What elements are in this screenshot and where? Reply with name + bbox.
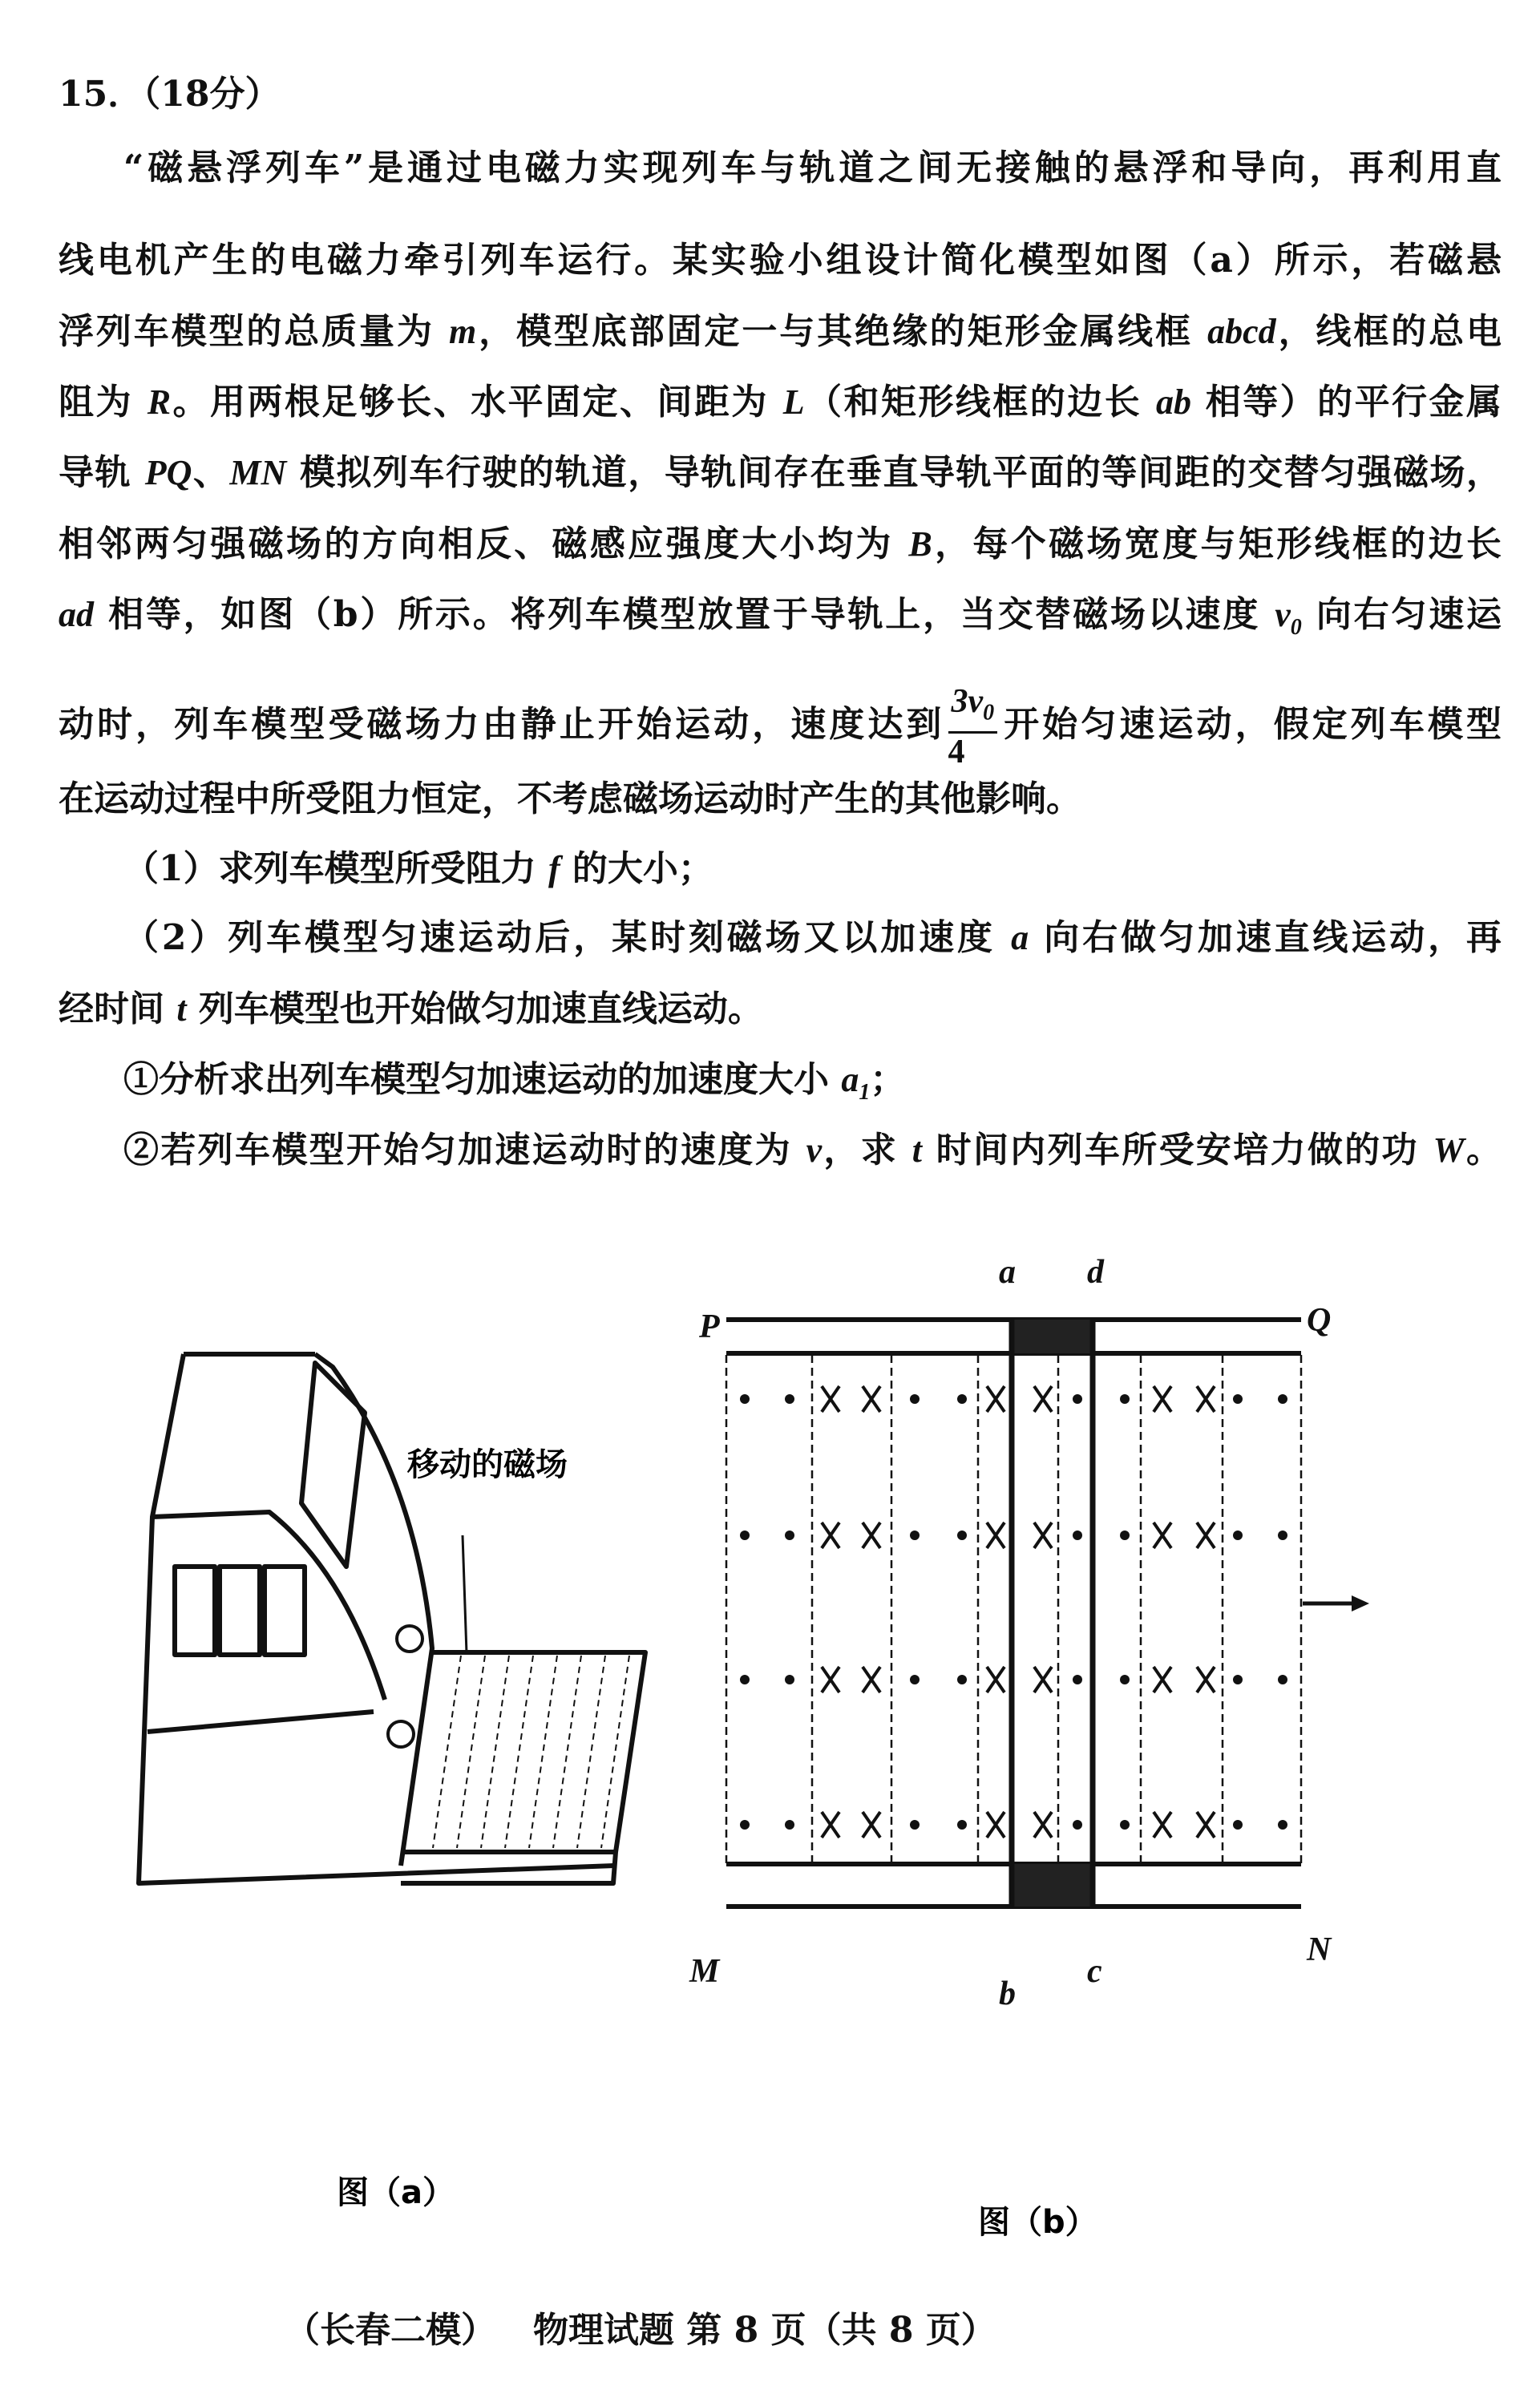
- field-out-dot-icon: [785, 1675, 794, 1684]
- label-M: M: [689, 1953, 720, 1990]
- field-in-cross-icon: [1197, 1667, 1215, 1692]
- field-out-dot-icon: [910, 1820, 920, 1830]
- field-out-dot-icon: [740, 1820, 750, 1830]
- page-footer: （长春二模） 物理试题 第 8 页（共 8 页）: [285, 2310, 996, 2351]
- field-out-dot-icon: [1073, 1531, 1082, 1540]
- segment-text: v: [806, 1130, 823, 1170]
- segment-text: 的大小；: [560, 848, 713, 889]
- field-in-cross-icon: [987, 1667, 1004, 1692]
- field-out-dot-icon: [785, 1531, 794, 1540]
- field-in-cross-icon: [1154, 1667, 1171, 1692]
- segment-text: W: [1433, 1130, 1465, 1170]
- segment-text: MN: [229, 453, 287, 492]
- field-out-dot-icon: [1233, 1675, 1243, 1684]
- segment-text: 向右做匀加速直线运动，再: [1029, 917, 1502, 958]
- field-out-dot-icon: [1073, 1820, 1082, 1830]
- numerator-subscript: 0: [983, 700, 995, 726]
- field-in-cross-icon: [1154, 1812, 1171, 1838]
- field-out-dot-icon: [740, 1675, 750, 1684]
- segment-text: 阻为: [59, 382, 148, 423]
- field-out-dot-icon: [910, 1531, 920, 1540]
- segment-text: ad: [59, 595, 94, 634]
- field-in-cross-icon: [863, 1667, 880, 1692]
- field-out-dot-icon: [1233, 1531, 1243, 1540]
- coil-abcd: [1012, 1320, 1093, 1907]
- train-window-3: [265, 1567, 305, 1655]
- label-P: P: [699, 1308, 720, 1345]
- train-body-outline: [139, 1354, 613, 1883]
- segment-text: 。用两根足够长、水平固定、间距为: [171, 382, 783, 423]
- field-in-cross-icon: [822, 1522, 839, 1548]
- train-front-window: [301, 1363, 365, 1567]
- segment-text: B: [908, 524, 932, 564]
- field-out-dot-icon: [740, 1531, 750, 1540]
- label-Q: Q: [1307, 1302, 1332, 1339]
- train-lower-line: [148, 1712, 374, 1732]
- label-c: c: [1087, 1953, 1102, 1990]
- segment-text: 线电机产生的电磁力牵引列车运行。某实验小组设计简化模型如图（a）所示，若磁悬: [59, 240, 1502, 281]
- field-in-cross-icon: [822, 1667, 839, 1692]
- field-in-cross-icon: [987, 1522, 1004, 1548]
- train-window-2: [220, 1567, 260, 1655]
- segment-text: 15．（18分）: [59, 74, 281, 115]
- segment-text: f: [548, 849, 560, 888]
- field-in-cross-icon: [1034, 1522, 1052, 1548]
- field-out-dot-icon: [1278, 1531, 1287, 1540]
- field-out-dot-icon: [1120, 1675, 1130, 1684]
- segment-text: PQ: [144, 453, 192, 492]
- field-out-dot-icon: [957, 1675, 967, 1684]
- segment-text: 动时，列车模型受磁场力由静止开始运动，速度达到: [59, 704, 945, 746]
- label-b: b: [999, 1975, 1016, 2012]
- subscript: 1: [859, 1079, 871, 1105]
- field-out-dot-icon: [785, 1394, 794, 1404]
- field-out-dot-icon: [1120, 1394, 1130, 1404]
- field-out-dot-icon: [1278, 1675, 1287, 1684]
- field-in-cross-icon: [863, 1522, 880, 1548]
- segment-text: 相等，如图（b）所示。将列车模型放置于导轨上，当交替磁场以速度: [94, 594, 1275, 635]
- field-in-cross-icon: [987, 1812, 1004, 1838]
- segment-text: ab: [1155, 382, 1191, 422]
- segment-text: 相等）的平行金属: [1190, 382, 1502, 423]
- segment-text: ；: [870, 1059, 906, 1100]
- segment-text: 浮列车模型的总质量为: [59, 311, 450, 352]
- segment-text: abcd: [1207, 312, 1276, 351]
- train-nose: [315, 1354, 432, 1866]
- train-window-1: [175, 1567, 215, 1655]
- label-d: d: [1087, 1254, 1104, 1291]
- segment-text: 导轨: [59, 452, 145, 493]
- field-out-dot-icon: [957, 1531, 967, 1540]
- segment-text: ，模型底部固定一与其绝缘的矩形金属线框: [476, 311, 1208, 352]
- segment-text: 。: [1464, 1130, 1502, 1171]
- magnetic-track: [401, 1652, 645, 1883]
- motion-arrow-icon: [1303, 1595, 1369, 1611]
- figure-a-train: [139, 1354, 645, 1883]
- field-out-dot-icon: [957, 1820, 967, 1830]
- field-out-dot-icon: [1120, 1820, 1130, 1830]
- field-in-cross-icon: [822, 1386, 839, 1412]
- field-out-dot-icon: [957, 1394, 967, 1404]
- coil-top-segment: [1012, 1320, 1093, 1353]
- segment-text: 相邻两匀强磁场的方向相反、磁感应强度大小均为: [59, 524, 909, 564]
- segment-text: ，线框的总电: [1275, 311, 1502, 352]
- segment-text: 向右匀速运: [1301, 594, 1502, 635]
- field-out-dot-icon: [785, 1820, 794, 1830]
- segment-text: 在运动过程中所受阻力恒定，不考虑磁场运动时产生的其他影响。: [59, 778, 1081, 819]
- figure-a-caption: 图（a）: [337, 2174, 455, 2211]
- segment-text: m: [449, 312, 477, 351]
- segment-text: ①分析求出列车模型匀加速运动的加速度大小: [123, 1059, 842, 1100]
- segment-text: 、: [192, 452, 230, 493]
- segment-text: 模拟列车行驶的轨道，导轨间存在垂直导轨平面的等间距的交替匀强磁场，: [286, 452, 1502, 493]
- segment-text: v: [1275, 595, 1291, 634]
- label-N: N: [1307, 1931, 1332, 1968]
- field-in-cross-icon: [1154, 1522, 1171, 1548]
- segment-text: t: [176, 989, 187, 1029]
- field-out-dot-icon: [1233, 1394, 1243, 1404]
- field-out-dot-icon: [1073, 1394, 1082, 1404]
- segment-text: R: [147, 382, 172, 422]
- segment-text: ，每个磁场宽度与矩形线框的边长: [932, 524, 1502, 564]
- segment-text: 时间内列车所受安培力做的功: [921, 1130, 1433, 1171]
- field-in-cross-icon: [1034, 1812, 1052, 1838]
- segment-text: （和矩形线框的边长: [804, 382, 1156, 423]
- figure-b-caption: 图（b）: [978, 2204, 1097, 2241]
- field-in-cross-icon: [863, 1386, 880, 1412]
- moving-field-label: 移动的磁场: [407, 1446, 568, 1483]
- field-in-cross-icon: [822, 1812, 839, 1838]
- field-in-cross-icon: [1154, 1386, 1171, 1412]
- field-out-dot-icon: [1233, 1820, 1243, 1830]
- coil-bottom-segment: [1012, 1864, 1093, 1907]
- segment-text: ，求: [822, 1130, 912, 1171]
- field-out-dot-icon: [1278, 1820, 1287, 1830]
- field-out-dot-icon: [1278, 1394, 1287, 1404]
- segment-text: t: [911, 1130, 922, 1170]
- field-in-cross-icon: [1197, 1522, 1215, 1548]
- train-light-1: [397, 1626, 422, 1652]
- field-out-dot-icon: [910, 1675, 920, 1684]
- numerator-text: 3v: [951, 683, 984, 720]
- segment-text: （2）列车模型匀速运动后，某时刻磁场又以加速度: [123, 917, 1012, 958]
- field-out-dot-icon: [1120, 1531, 1130, 1540]
- field-in-cross-icon: [1034, 1386, 1052, 1412]
- field-in-cross-icon: [987, 1386, 1004, 1412]
- track-dashes: [433, 1656, 629, 1848]
- segment-text: （1）求列车模型所受阻力: [123, 848, 548, 889]
- field-in-cross-icon: [863, 1812, 880, 1838]
- subscript: 0: [1290, 614, 1302, 640]
- segment-text: 开始匀速运动，假定列车模型: [1000, 704, 1502, 746]
- segment-text: L: [782, 382, 805, 422]
- field-in-cross-icon: [1197, 1386, 1215, 1412]
- field-in-cross-icon: [1034, 1667, 1052, 1692]
- segment-text: a: [841, 1060, 859, 1099]
- label-leader-line: [463, 1535, 467, 1653]
- segment-text: “磁悬浮列车”是通过电磁力实现列车与轨道之间无接触的悬浮和导向，再利用直: [123, 148, 1502, 188]
- train-light-2: [388, 1721, 414, 1747]
- segment-text: a: [1011, 918, 1029, 957]
- field-out-dot-icon: [740, 1394, 750, 1404]
- field-out-dot-icon: [1073, 1675, 1082, 1684]
- fraction-denominator: 4: [948, 734, 965, 771]
- field-out-dot-icon: [910, 1394, 920, 1404]
- label-a: a: [999, 1254, 1016, 1291]
- segment-text: 经时间: [59, 989, 177, 1029]
- field-in-cross-icon: [1197, 1812, 1215, 1838]
- segment-text: 列车模型也开始做匀加速直线运动。: [186, 989, 763, 1029]
- segment-text: ②若列车模型开始匀加速运动时的速度为: [123, 1130, 806, 1171]
